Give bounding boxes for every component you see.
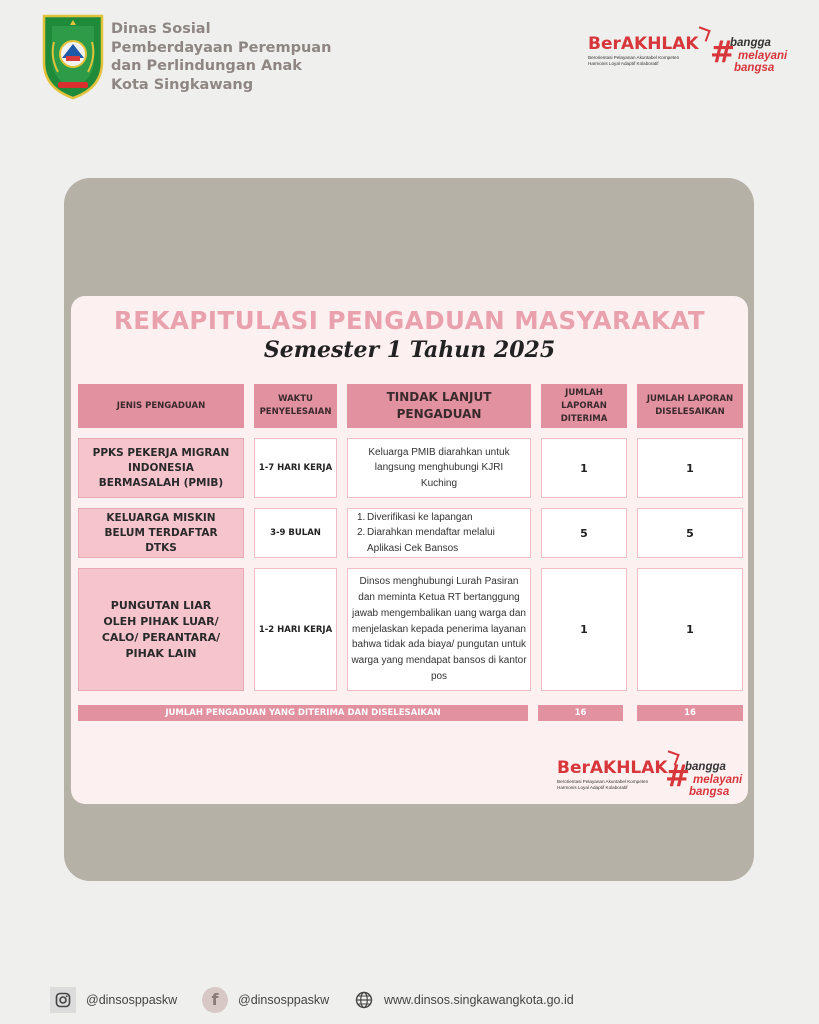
slogan-line-3: bangsa	[689, 786, 730, 798]
bangga-melayani-bangsa-logo	[710, 34, 800, 74]
berakhlak-tagline-2: Harmonis Loyal Adaptif Kolaboratif	[557, 785, 628, 790]
row-3-waktu: 1-2 HARI KERJA	[254, 568, 337, 691]
berakhlak-brand-bottom	[557, 758, 743, 798]
slogan-line-1: bangga	[730, 37, 771, 49]
header-tindak-lanjut: TINDAK LANJUT PENGADUAN	[347, 384, 531, 428]
header-jumlah-diterima: JUMLAH LAPORAN DITERIMA	[541, 384, 627, 428]
row-3-tindak-lanjut: Dinsos menghubungi Lurah Pasiran dan meminta Ketua RT bertanggung jawab mengembalikan uang warga dan menjelaskan kepada penerima layanan bahwa tidak ada biaya/ pungutan untuk warga yang mendapat bansos di kantor pos	[347, 568, 531, 691]
row-2-diterima: 5	[541, 508, 627, 558]
row-3-diterima: 1	[541, 568, 627, 691]
website-link[interactable]: www.dinsos.singkawangkota.go.id	[384, 993, 574, 1007]
list-item: 2. Diarahkan mendaftar melalui Aplikasi Cek Bansos	[357, 527, 495, 554]
total-label: JUMLAH PENGADUAN YANG DITERIMA DAN DISELESAIKAN	[78, 705, 528, 721]
org-line-1: Dinas Sosial	[111, 21, 211, 37]
row-1-diterima: 1	[541, 438, 627, 498]
org-line-4: Kota Singkawang	[111, 76, 254, 93]
berakhlak-tagline-1: Berorientasi Pelayanan Akuntabel Kompeten	[557, 779, 649, 784]
row-2-jenis: KELUARGA MISKIN BELUM TERDAFTAR DTKS	[78, 508, 244, 558]
globe-icon[interactable]	[354, 990, 374, 1010]
report-subtitle: Semester 1 Tahun 2025	[263, 337, 556, 363]
row-1-waktu: 1-7 HARI KERJA	[254, 438, 337, 498]
header-jumlah-diselesaikan: JUMLAH LAPORAN DISELESAIKAN	[637, 384, 743, 428]
berakhlak-tagline-2: Harmonis Loyal Adaptif Kolaboratif	[588, 61, 659, 66]
berakhlak-brand-top	[588, 34, 788, 74]
slogan-line-2: melayani	[693, 773, 743, 786]
hashtag-icon: #	[665, 759, 691, 794]
berakhlak-tagline-1: Berorientasi Pelayanan Akuntabel Kompeten	[588, 55, 680, 60]
list-item: 1. Diverifikasi ke lapangan	[357, 511, 473, 523]
organization-name	[111, 20, 331, 94]
row-1-tindak-lanjut: Keluarga PMIB diarahkan untuk langsung menghubungi KJRI Kuching	[347, 438, 531, 498]
org-line-2: Pemberdayaan Perempuan	[111, 39, 332, 56]
total-diselesaikan: 16	[637, 705, 743, 721]
facebook-icon[interactable]: f	[202, 987, 228, 1013]
berakhlak-logo-text: BerAKHLAK	[557, 758, 668, 778]
org-line-3: dan Perlindungan Anak	[111, 58, 302, 74]
slogan-line-3: bangsa	[734, 62, 775, 74]
kota-singkawang-emblem-icon	[40, 12, 106, 100]
row-2-waktu: 3-9 BULAN	[254, 508, 337, 558]
row-3-jenis: PUNGUTAN LIAR OLEH PIHAK LUAR/ CALO/ PERANTARA/ PIHAK LAIN	[78, 568, 244, 691]
row-1-jenis: PPKS PEKERJA MIGRAN INDONESIA BERMASALAH (PMIB)	[78, 438, 244, 498]
instagram-icon[interactable]	[50, 987, 76, 1013]
facebook-handle[interactable]: @dinsosppaskw	[238, 993, 330, 1007]
header-waktu-penyelesaian: WAKTU PENYELESAIAN	[254, 384, 337, 428]
row-3-diselesaikan: 1	[637, 568, 743, 691]
header-jenis-pengaduan: JENIS PENGADUAN	[78, 384, 244, 428]
bangga-melayani-bangsa-logo	[665, 758, 755, 798]
instagram-handle[interactable]: @dinsosppaskw	[86, 993, 178, 1007]
hashtag-icon: #	[710, 35, 736, 70]
slogan-line-1: bangga	[685, 761, 726, 773]
report-title: REKAPITULASI PENGADUAN MASYARAKAT	[113, 306, 706, 335]
row-1-diselesaikan: 1	[637, 438, 743, 498]
berakhlak-logo-text: BerAKHLAK	[588, 34, 699, 54]
row-2-diselesaikan: 5	[637, 508, 743, 558]
row-2-tindak-lanjut	[347, 508, 531, 558]
slogan-line-2: melayani	[738, 49, 788, 62]
total-diterima: 16	[538, 705, 623, 721]
